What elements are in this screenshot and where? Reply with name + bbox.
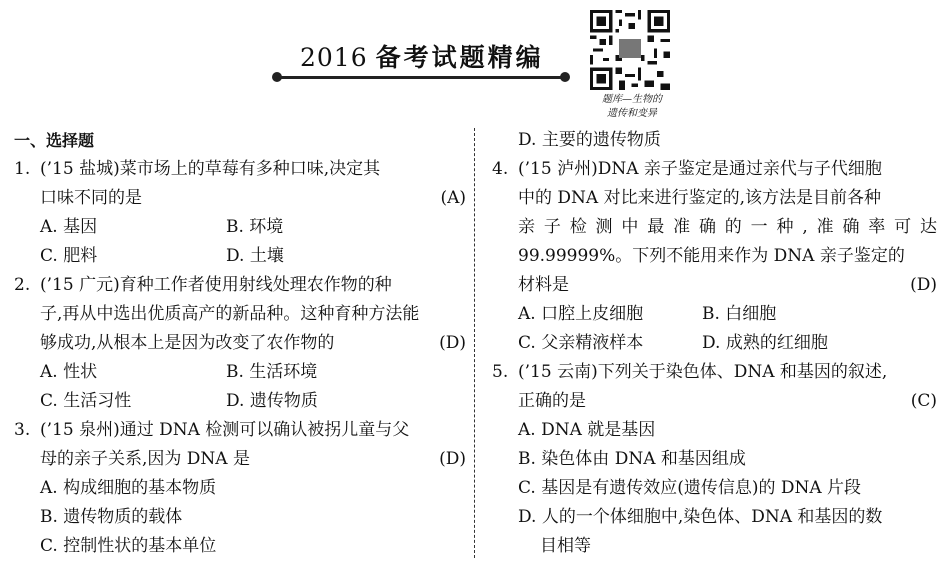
section-title: 一、选择题 [14, 131, 95, 150]
answer-mark: (A) [440, 188, 466, 208]
option: B. 生活环境 [226, 362, 318, 382]
title-underline [275, 76, 567, 79]
qr-caption [582, 93, 682, 121]
question-text: (’15 盐城)菜市场上的草莓有多种口味,决定其 [40, 159, 381, 179]
question-number: 4. [492, 159, 509, 179]
right-column [492, 126, 937, 561]
answer-mark: (D) [439, 333, 466, 353]
option: A. 口腔上皮细胞 [518, 304, 644, 324]
option: A. DNA 就是基因 [518, 420, 656, 440]
question-5 [492, 358, 937, 561]
page-header [0, 0, 950, 130]
option: C. 生活习性 [40, 391, 132, 411]
option: D. 遗传物质 [226, 391, 318, 411]
option-continuation: 目相等 [540, 536, 591, 556]
question-3 [14, 416, 466, 561]
option: D. 主要的遗传物质 [518, 130, 661, 150]
option: A. 构成细胞的基本物质 [40, 478, 217, 498]
option: B. 遗传物质的载体 [40, 507, 183, 527]
page-title [300, 38, 544, 74]
question-text: (’15 云南)下列关于染色体、DNA 和基因的叙述, [518, 362, 888, 382]
question-number: 3. [14, 420, 31, 440]
option: D. 土壤 [226, 246, 284, 266]
option: D. 成熟的红细胞 [702, 333, 828, 353]
question-text: 母的亲子关系,因为 DNA 是 [40, 449, 250, 469]
option: B. 白细胞 [702, 304, 777, 324]
question-text: 99.99999%。下列不能用来作为 DNA 亲子鉴定的 [518, 246, 905, 266]
option: A. 基因 [40, 217, 98, 237]
question-text: (’15 泉州)通过 DNA 检测可以确认被拐儿童与父 [40, 420, 410, 440]
option: C. 控制性状的基本单位 [40, 536, 217, 556]
answer-mark: (C) [910, 391, 937, 411]
question-text: (’15 广元)育种工作者使用射线处理农作物的种 [40, 275, 392, 295]
question-text: 子,再从中选出优质高产的新品种。这种育种方法能 [40, 304, 420, 324]
column-divider [474, 128, 475, 558]
option: C. 肥料 [40, 246, 98, 266]
question-2 [14, 271, 466, 416]
left-column [14, 126, 466, 561]
title-text: 备考试题精编 [375, 43, 544, 72]
question-text: 正确的是 [518, 391, 586, 411]
option: C. 基因是有遗传效应(遗传信息)的 DNA 片段 [518, 478, 862, 498]
question-number: 1. [14, 159, 31, 179]
title-year: 2016 [300, 43, 368, 72]
question-text: 够成功,从根本上是因为改变了农作物的 [40, 333, 335, 353]
qr-code [590, 10, 670, 90]
question-text: 中的 DNA 对比来进行鉴定的,该方法是目前各种 [518, 188, 881, 208]
question-1 [14, 155, 466, 271]
option: A. 性状 [40, 362, 98, 382]
answer-mark: (D) [439, 449, 466, 469]
question-text: 亲子检测中最准确的一种,准确率可达 [518, 217, 937, 237]
answer-mark: (D) [910, 275, 937, 295]
qr-caption-line2: 遗传和变异 [607, 108, 657, 119]
underline-left-dot [272, 72, 282, 82]
question-text: 材料是 [518, 275, 569, 295]
option: B. 染色体由 DNA 和基因组成 [518, 449, 746, 469]
underline-right-dot [560, 72, 570, 82]
question-4 [492, 155, 937, 358]
qr-caption-line1: 题库—生物的 [602, 94, 662, 105]
option: B. 环境 [226, 217, 284, 237]
option: C. 父亲精液样本 [518, 333, 644, 353]
option: D. 人的一个体细胞中,染色体、DNA 和基因的数 [518, 507, 883, 527]
question-number: 5. [492, 362, 509, 382]
question-text: (’15 泸州)DNA 亲子鉴定是通过亲代与子代细胞 [518, 159, 882, 179]
question-number: 2. [14, 275, 31, 295]
question-text: 口味不同的是 [40, 188, 142, 208]
